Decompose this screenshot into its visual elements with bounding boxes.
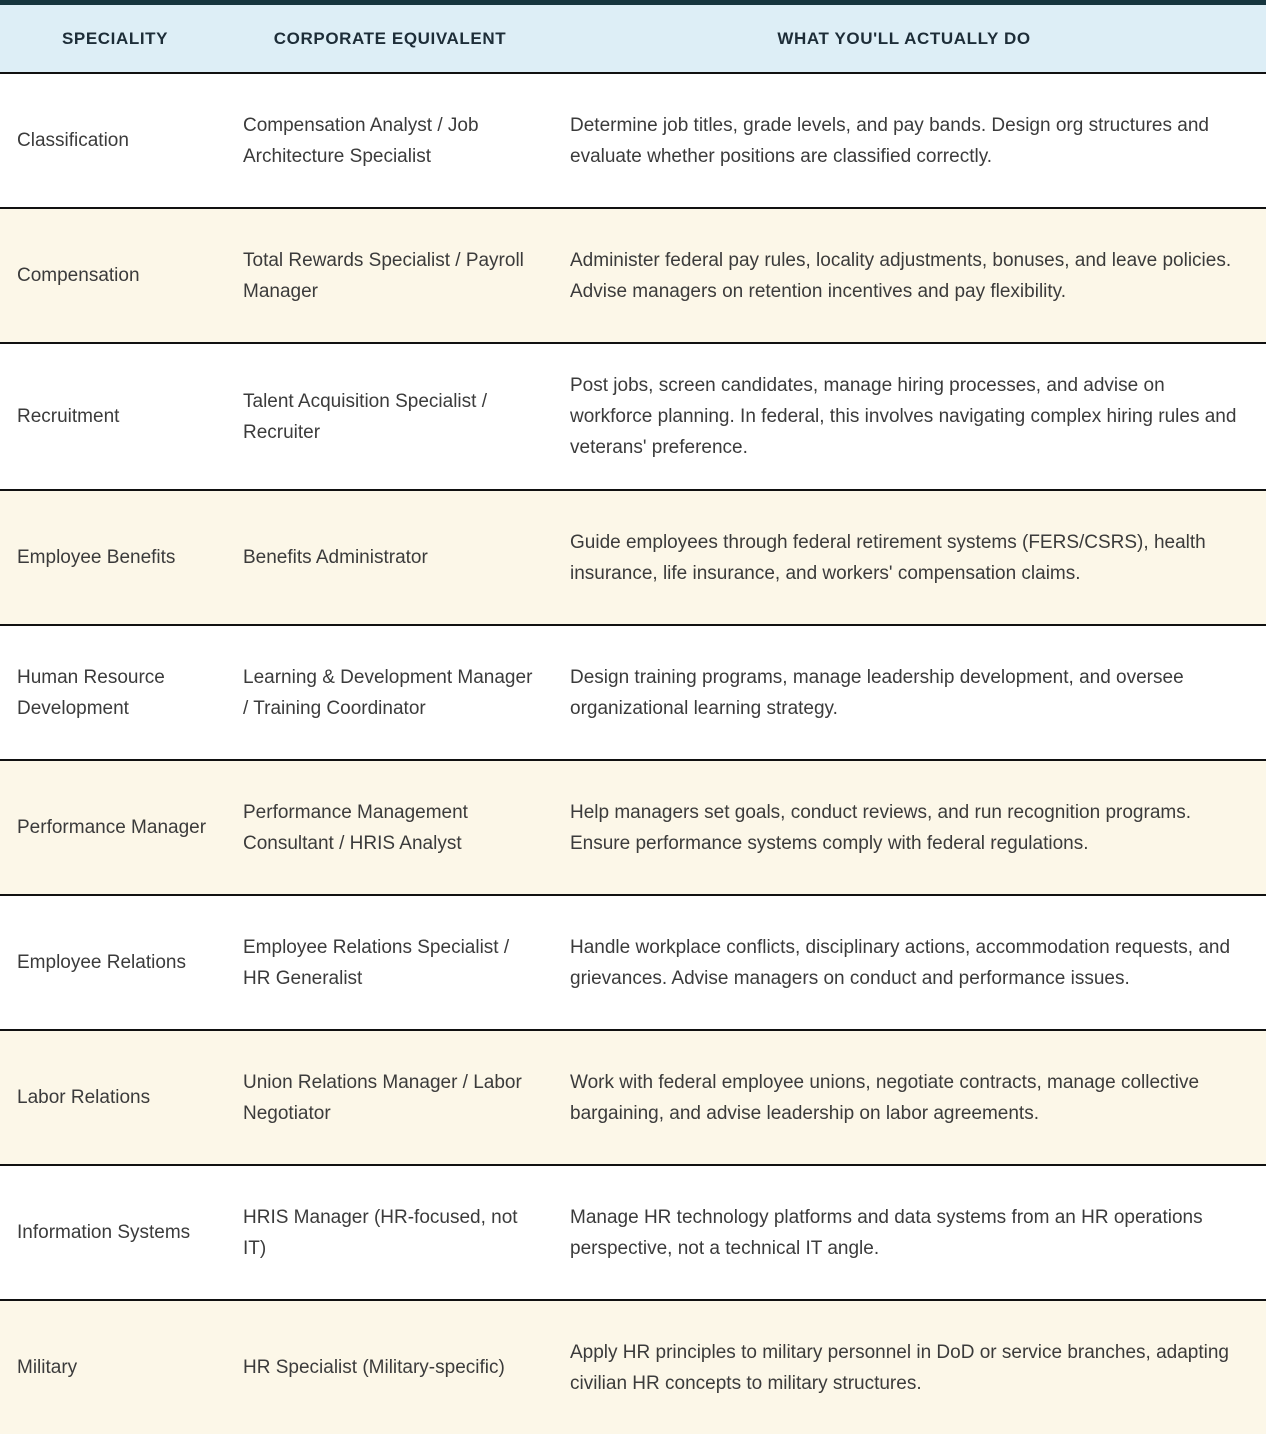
table-row — [0, 209, 1266, 344]
speciality-cell: Compensation — [17, 265, 140, 286]
corporate-equivalent-cell: Learning & Development Manager / Training Coordinator — [243, 666, 533, 719]
corporate-equivalent-cell: Compensation Analyst / Job Architecture Specialist — [243, 114, 479, 167]
corporate-equivalent-cell: Union Relations Manager / Labor Negotiator — [243, 1071, 522, 1124]
speciality-cell: Employee Relations — [17, 952, 186, 973]
description-cell: Design training programs, manage leadership development, and oversee organizational learning strategy. — [570, 666, 1184, 719]
description-cell: Administer federal pay rules, locality adjustments, bonuses, and leave policies. Advise managers on retention incentives and pay flexibility. — [570, 249, 1232, 302]
table-row — [0, 74, 1266, 209]
corporate-equivalent-cell: HR Specialist (Military-specific) — [243, 1357, 505, 1378]
table-row — [0, 626, 1266, 761]
column-header-speciality: SPECIALITY — [61, 28, 169, 48]
speciality-cell: Human Resource Development — [17, 666, 165, 719]
description-cell: Apply HR principles to military personnel in DoD or service branches, adapting civilian HR concepts to military structures. — [570, 1341, 1229, 1394]
description-cell: Determine job titles, grade levels, and pay bands. Design org structures and evaluate whether positions are classified correctly. — [570, 114, 1209, 167]
column-header-what-youll-actually-do: WHAT YOU'LL ACTUALLY DO — [777, 28, 1031, 48]
table-row — [0, 896, 1266, 1031]
description-cell: Work with federal employee unions, negotiate contracts, manage collective bargaining, and advise leadership on labor agreements. — [570, 1071, 1200, 1124]
table-row — [0, 1301, 1266, 1434]
description-cell: Guide employees through federal retirement systems (FERS/CSRS), health insurance, life insurance, and workers' compensation claims. — [570, 531, 1206, 584]
corporate-equivalent-cell: HRIS Manager (HR-focused, not IT) — [243, 1206, 518, 1259]
description-cell: Help managers set goals, conduct reviews, and run recognition programs. Ensure performance systems comply with federal regulations. — [570, 801, 1191, 854]
speciality-cell: Employee Benefits — [17, 547, 176, 568]
table-row — [0, 344, 1266, 491]
speciality-cell: Recruitment — [17, 406, 120, 427]
description-cell: Post jobs, screen candidates, manage hiring processes, and advise on workforce planning. In federal, this involves navigating complex hiring rules and veterans' preference. — [570, 375, 1237, 458]
table-row — [0, 491, 1266, 626]
corporate-equivalent-cell: Employee Relations Specialist / HR Generalist — [243, 936, 510, 989]
speciality-cell: Performance Manager — [17, 817, 207, 838]
table-header-row — [0, 0, 1266, 74]
speciality-cell: Labor Relations — [17, 1087, 151, 1108]
description-cell: Manage HR technology platforms and data systems from an HR operations perspective, not a technical IT angle. — [570, 1206, 1203, 1259]
corporate-equivalent-cell: Talent Acquisition Specialist / Recruiter — [243, 390, 487, 443]
table-row — [0, 761, 1266, 896]
description-cell: Handle workplace conflicts, disciplinary actions, accommodation requests, and grievances. Advise managers on conduct and performance issues. — [570, 936, 1231, 989]
speciality-cell: Information Systems — [17, 1222, 191, 1243]
corporate-equivalent-cell: Performance Management Consultant / HRIS Analyst — [243, 801, 468, 854]
speciality-cell: Classification — [17, 130, 129, 151]
column-header-corporate-equivalent: CORPORATE EQUIVALENT — [273, 28, 507, 48]
speciality-cell: Military — [17, 1357, 78, 1378]
table-row — [0, 1166, 1266, 1301]
table-row — [0, 1031, 1266, 1166]
corporate-equivalent-cell: Total Rewards Specialist / Payroll Manager — [243, 249, 524, 302]
corporate-equivalent-cell: Benefits Administrator — [243, 547, 428, 568]
